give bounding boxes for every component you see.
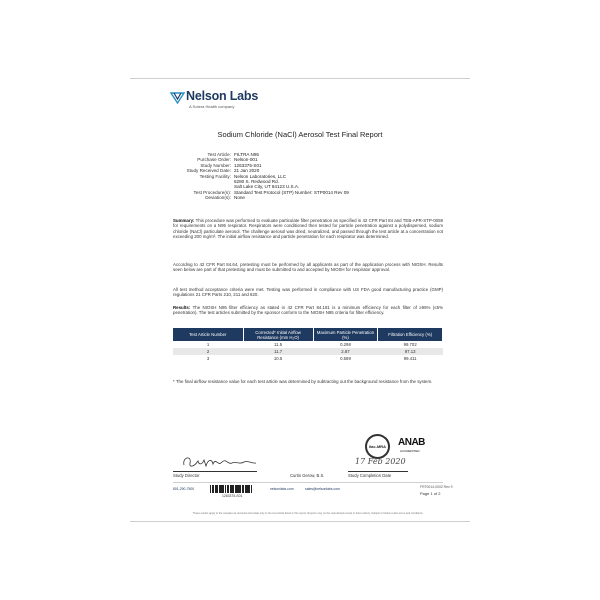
ilac-mra-logo — [365, 434, 390, 459]
info-label: Study Received Date: — [186, 168, 231, 174]
director-name: Curtis Gerow, B.S. — [290, 473, 325, 478]
director-signature-line — [173, 471, 257, 472]
barcode-number: 1263375-S01 — [222, 494, 243, 498]
document-id: FRT0014-0002 Rev 9 — [420, 485, 453, 489]
report-page — [130, 78, 470, 522]
pretesting-paragraph: According to 42 CFR Part 84.64, pretesting must be performed by all applicants as part of the application process with NIOSH. Results seen below are part of that pretesting and must be submitted to and accepted by NIOSH for respirator approval. — [173, 262, 443, 273]
table-cell: 0.589 — [340, 356, 351, 362]
footer-website[interactable]: nelsonlabs.com — [270, 487, 294, 491]
results-paragraph — [173, 305, 443, 316]
anab-text: ANAB — [398, 437, 425, 448]
info-value: 6280 S. Redwood Rd. — [234, 179, 279, 185]
nelson-labs-logo — [170, 89, 280, 113]
column-header: Test Article Number — [173, 328, 243, 341]
footer-email[interactable]: sales@nelsonlabs.com — [305, 487, 340, 491]
table-row — [173, 348, 443, 355]
completion-date-handwritten: 17 Feb 2020 — [355, 457, 406, 466]
table-cell: 97.13 — [378, 348, 443, 355]
info-row — [150, 195, 349, 200]
fine-print: These results apply to the samples as received and relate only to the test article listed in this report. Reports may not be reproduced except in their entirety. Subject to Nelson Labs terms and conditions. — [192, 512, 424, 515]
summary-text: This procedure was performed to evaluate particulate filter penetration as specified in 42 CFR Part 84 and TEB-APR-STP-0059 for requirements on a N95 respirator. Respirators were conditioned then tested for particle penetration against a polydispersed, sodium chloride (NaCl) particulate aerosol. The challenge aerosol was dried, neutralized, and passed through the test article at a concentration not exceeding 200 mg/m³. The initial airflow resistance and particle penetration for each respirator was determined. — [173, 218, 444, 239]
table-cell: 99.702 — [403, 341, 417, 347]
anab-subtext: ACCREDITED — [400, 449, 420, 453]
table-cell: 11.5 — [274, 341, 283, 347]
footer-phone: 801-290-7500 — [173, 487, 195, 491]
info-value: Standard Test Protocol (STP) Number: STP0014 Rev 09 — [234, 189, 349, 195]
table-row — [173, 355, 443, 362]
page-number: Page 1 of 2 — [420, 491, 441, 496]
info-value: 1263375-S01 — [234, 162, 262, 168]
completion-date-label: Study Completion Date — [348, 473, 392, 478]
brand-name: Nelson Labs — [186, 89, 259, 103]
table-cell: 2 — [173, 348, 243, 355]
director-signature — [180, 453, 260, 471]
date-signature-line — [348, 471, 408, 472]
table-header-row — [173, 328, 443, 341]
director-label: Study Director — [173, 473, 200, 478]
info-value: None — [234, 195, 245, 201]
summary-paragraph — [173, 218, 443, 239]
table-cell: 11.7 — [243, 348, 313, 355]
table-cell: 1 — [206, 341, 210, 347]
anab-logo — [398, 433, 434, 459]
info-value: Nelson-001 — [234, 157, 258, 163]
table-row — [173, 341, 443, 348]
column-header: Maximum Particle Penetration (%) — [313, 328, 378, 341]
gmp-paragraph: All test method acceptance criteria were met. Testing was performed in compliance with US FDA good manufacturing practice (GMP) regulations 21 CFR Parts 210, 211 and 820. — [173, 287, 443, 298]
info-label: Purchase Order: — [197, 157, 231, 163]
ilac-text: ilac-MRA — [368, 444, 387, 449]
column-header: Corrected* Initial Airflow Resistance (mm H₂O) — [243, 328, 313, 341]
info-label: Testing Facility: — [199, 173, 231, 179]
table-cell: 10.5 — [273, 356, 283, 362]
results-text: The NIOSH N95 filter efficiency as stated in 42 CFR Part 84.181 is a minimum efficiency for each filter of ≥95% (≤5% penetration). The test articles submitted by the sponsor conform to the NIOSH N95 criteria for filter efficiency. — [173, 305, 444, 316]
barcode-graphic — [210, 485, 262, 493]
table-footnote: * The final airflow resistance value for each test article was determined by subtracting out the background resistance from the system. — [173, 379, 433, 384]
table-cell: 99.411 — [403, 356, 417, 362]
results-label: Results: — [173, 305, 191, 310]
table-cell: 3 — [206, 356, 210, 362]
results-table — [173, 328, 443, 363]
footer-rule — [173, 482, 443, 483]
brand-tagline: A Sotera Health company — [189, 104, 235, 109]
logo-mark-icon — [170, 90, 185, 104]
info-value: Nelson Laboratories, LLC — [234, 173, 287, 179]
info-label: Study Number: — [200, 162, 231, 168]
table-cell: 2.87 — [313, 348, 378, 355]
info-label: Test Article: — [207, 152, 231, 157]
table-cell: 0.298 — [340, 341, 351, 347]
report-title: Sodium Chloride (NaCl) Aerosol Test Final Report — [217, 130, 383, 139]
info-label: Deviation(s): — [205, 195, 231, 201]
study-info — [150, 152, 349, 201]
info-value: 21 Jan 2020 — [234, 168, 260, 174]
summary-label: Summary: — [173, 218, 195, 223]
info-label: Test Procedure(s): — [193, 189, 231, 195]
column-header: Filtration Efficiency (%) — [378, 328, 443, 341]
info-value: FILTRA N95 — [234, 152, 259, 157]
info-value: Salt Lake City, UT 84123 U.S.A. — [234, 184, 300, 190]
